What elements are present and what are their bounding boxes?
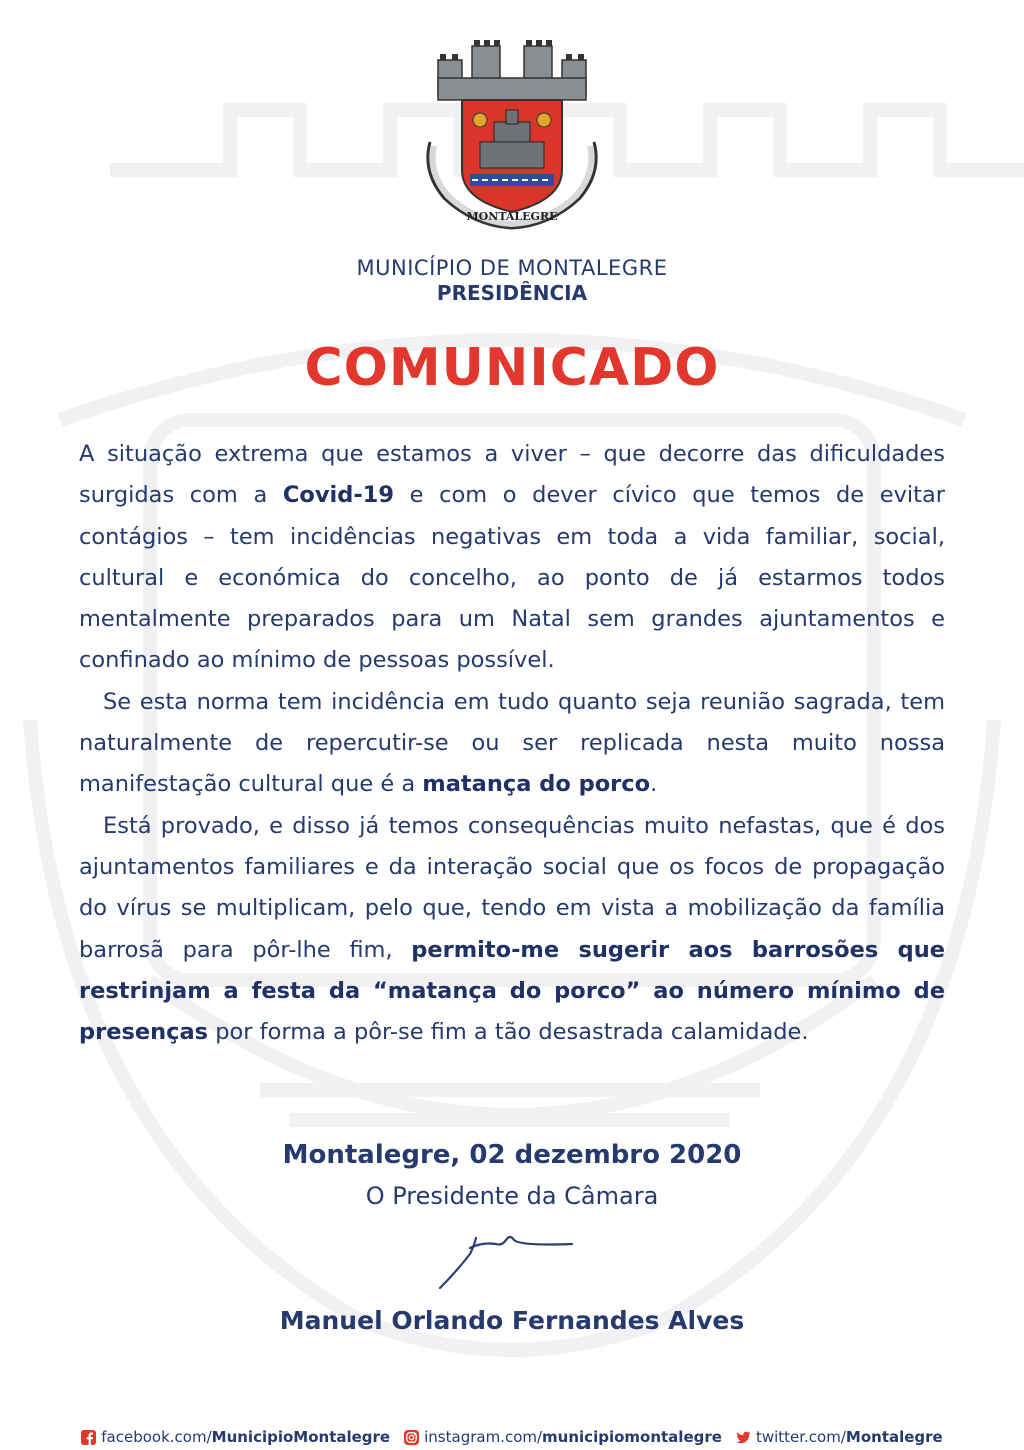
organization-department: PRESIDÊNCIA — [436, 281, 588, 305]
document-title: COMUNICADO — [304, 338, 720, 398]
twitter-link[interactable]: twitter.com/Montalegre — [736, 1428, 943, 1446]
facebook-link[interactable]: facebook.com/MunicipioMontalegre — [81, 1428, 390, 1446]
organization-name: MUNICÍPIO DE MONTALEGRE — [356, 256, 668, 280]
instagram-icon — [404, 1430, 419, 1445]
document-body — [79, 434, 945, 1053]
signatory-role: O Presidente da Câmara — [365, 1182, 659, 1210]
bold-text: Covid-19 — [282, 482, 394, 509]
social-footer — [0, 1424, 1024, 1450]
bold-text: permito-me sugerir aos barrosões que restrinjam a festa da “matança do porco” ao número mínimo de presenças — [79, 936, 945, 1046]
signatory-name: Manuel Orlando Fernandes Alves — [279, 1306, 745, 1335]
twitter-icon — [736, 1430, 751, 1445]
facebook-icon — [81, 1430, 96, 1445]
paragraph-3: Está provado, e disso já temos consequências muito nefastas, que é dos ajuntamentos familiares e da interação social que os focos de propagação do vírus se multiplicam, pelo que, tendo em vista a mobilização da família barrosã para pôr-lhe fim, permito-me sugerir aos barrosões que restrinjam a festa da “matança do porco” ao número mínimo de presenças por forma a pôr-se fim a tão desastrada calamidade. — [79, 812, 945, 1046]
paragraph-1: A situação extrema que estamos a viver – que decorre das dificuldades surgidas com a Covid-19 e com o dever cívico que temos de evitar contágios – tem incidências negativas em toda a vida familiar, social, cultural e económica do concelho, ao ponto de já estarmos todos mentalmente preparados para um Natal sem grandes ajuntamentos e confinado ao mínimo de pessoas possível. — [79, 441, 945, 674]
municipal-crest-logo — [422, 38, 602, 233]
paragraph-2: Se esta norma tem incidência em tudo quanto seja reunião sagrada, tem naturalmente de repercutir-se ou ser replicada nesta muito nossa manifestação cultural que é a matança do porco. — [79, 688, 945, 798]
instagram-link[interactable]: instagram.com/municipiomontalegre — [404, 1428, 722, 1446]
place-and-date: Montalegre, 02 dezembro 2020 — [282, 1140, 742, 1170]
bold-text: matança do porco — [422, 771, 651, 798]
crest-motto: MONTALEGRE — [466, 210, 558, 223]
handwritten-signature — [436, 1232, 576, 1292]
